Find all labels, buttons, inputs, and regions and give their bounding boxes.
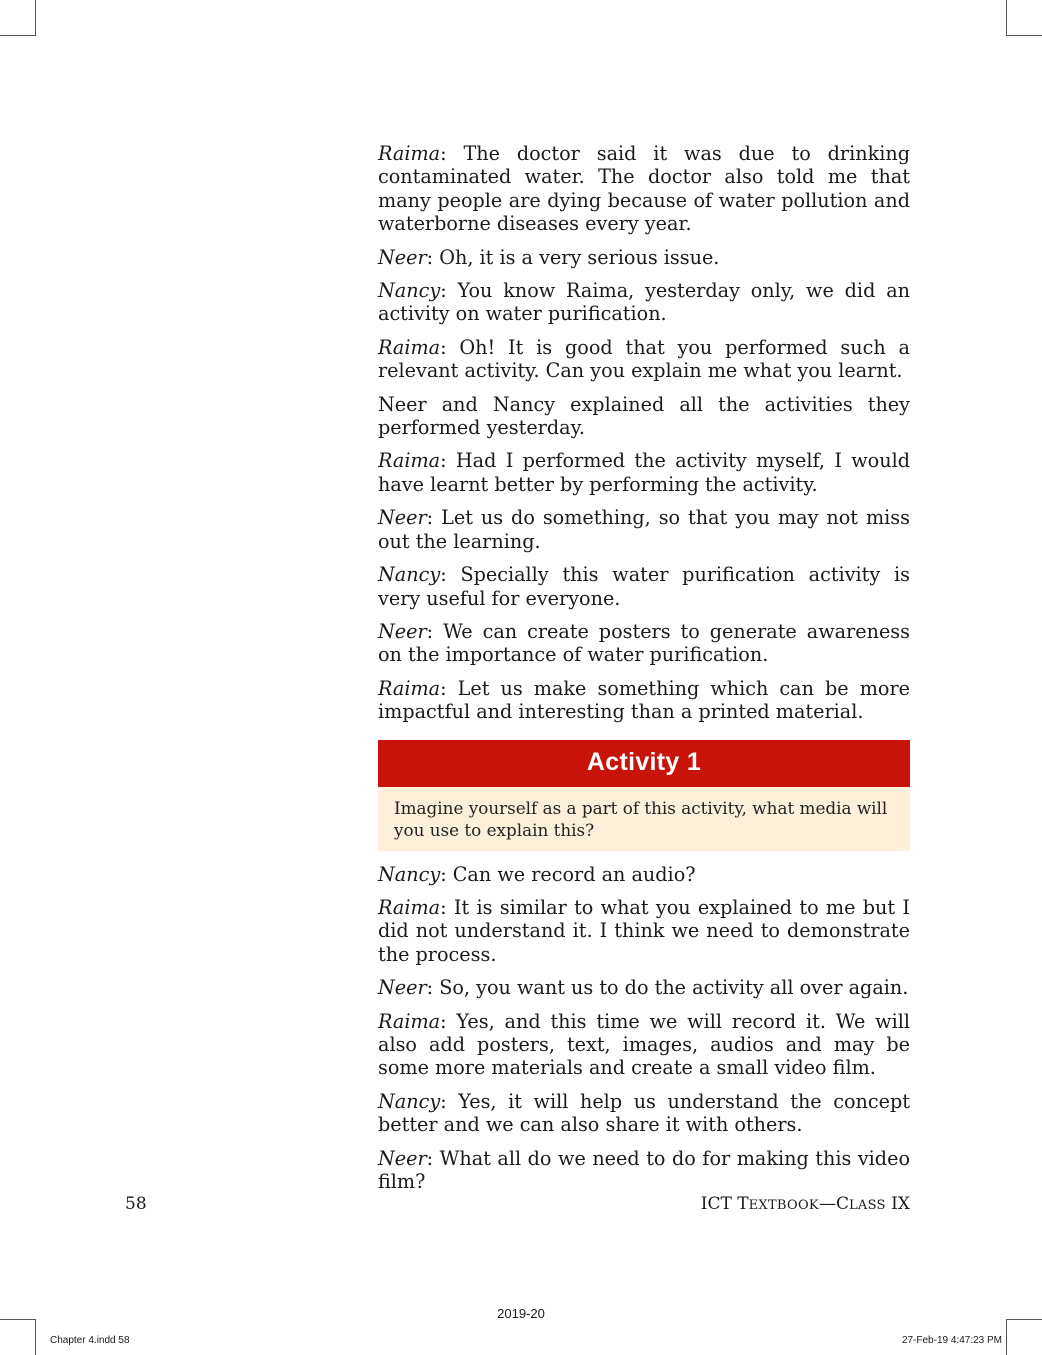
- page-content: [378, 142, 910, 1203]
- footer-book-prefix: ICT: [700, 1194, 738, 1214]
- speaker-name: Neer: [378, 245, 427, 269]
- dialogue-line: [378, 1090, 910, 1137]
- speaker-name: Neer: [378, 1146, 427, 1170]
- speaker-name: Raima: [378, 676, 441, 700]
- dialogue-text: : Oh! It is good that you performed such a relevant activity. Can you explain me what you learnt.: [378, 335, 910, 383]
- dialogue-line: [378, 142, 910, 236]
- crop-mark: [1006, 0, 1007, 36]
- dialogue-before: [378, 142, 910, 724]
- dialogue-line: [378, 563, 910, 610]
- dialogue-line: [378, 863, 910, 886]
- dialogue-text: : What all do we need to do for making this video film?: [378, 1146, 910, 1193]
- dialogue-line: [378, 1147, 910, 1194]
- dialogue-text: : So, you want us to do the activity all over again.: [426, 976, 909, 1000]
- crop-mark: [1006, 1319, 1007, 1355]
- print-year: 2019-20: [497, 1306, 545, 1321]
- dialogue-after: [378, 863, 910, 1194]
- footer-t: T: [737, 1194, 749, 1214]
- speaker-name: Raima: [378, 1009, 441, 1033]
- dialogue-line: [378, 677, 910, 724]
- dialogue-line: [378, 449, 910, 496]
- speaker-name: Nancy: [378, 563, 441, 587]
- crop-mark: [0, 35, 36, 36]
- running-footer: [701, 1194, 910, 1214]
- speaker-name: Raima: [378, 335, 441, 359]
- dialogue-text: : Yes, and this time we will record it. We will also add posters, text, images, audios and may be some more materials and create a small video film.: [378, 1009, 910, 1080]
- dialogue-text: : Can we record an audio?: [440, 862, 696, 886]
- dialogue-line: [378, 1010, 910, 1080]
- dialogue-line: [378, 976, 910, 999]
- narration-line: [378, 393, 910, 440]
- dialogue-line: [378, 336, 910, 383]
- activity-title: Activity 1: [378, 740, 910, 787]
- dialogue-line: [378, 506, 910, 553]
- crop-mark: [35, 1319, 36, 1355]
- slug-timestamp: 27-Feb-19 4:47:23 PM: [901, 1335, 1002, 1346]
- speaker-name: Neer: [378, 976, 427, 1000]
- footer-book-suffix: IX: [885, 1194, 910, 1214]
- slug-file: Chapter 4.indd 58: [50, 1335, 130, 1346]
- dialogue-text: : Specially this water purification activity is very useful for everyone.: [378, 563, 910, 610]
- dialogue-text: : Let us do something, so that you may not miss out the learning.: [378, 506, 910, 553]
- dialogue-text: : It is similar to what you explained to me but I did not understand it. I think we need to demonstrate the process.: [378, 895, 910, 966]
- speaker-name: Raima: [378, 142, 441, 165]
- crop-mark: [1006, 35, 1042, 36]
- dialogue-line: [378, 896, 910, 966]
- footer-dash: —: [818, 1194, 836, 1214]
- dialogue-text: : Oh, it is a very serious issue.: [426, 245, 720, 269]
- speaker-name: Raima: [378, 895, 441, 919]
- speaker-name: Neer: [378, 619, 427, 643]
- dialogue-line: [378, 279, 910, 326]
- dialogue-text: : Had I performed the activity myself, I would have learnt better by performing the activity.: [378, 449, 910, 496]
- page-number: 58: [125, 1194, 147, 1214]
- dialogue-text: : The doctor said it was due to drinking contaminated water. The doctor also told me that many people are dying because of water pollution and waterborne diseases every year.: [378, 142, 910, 236]
- speaker-name: Neer: [378, 506, 427, 530]
- activity-text: Imagine yourself as a part of this activity, what media will you use to explain this?: [378, 787, 910, 851]
- dialogue-text: : Let us make something which can be more impactful and interesting than a printed material.: [378, 676, 910, 724]
- speaker-name: Nancy: [378, 279, 441, 303]
- activity-box: [378, 740, 910, 851]
- speaker-name: Nancy: [378, 862, 441, 886]
- footer-class-smallcaps: LASS: [848, 1198, 886, 1213]
- dialogue-text: Neer and Nancy explained all the activities they performed yesterday.: [378, 392, 910, 440]
- speaker-name: Raima: [378, 449, 441, 473]
- crop-mark: [35, 0, 36, 36]
- footer-textbook-smallcaps: EXTBOOK: [748, 1198, 819, 1213]
- dialogue-line: [378, 620, 910, 667]
- dialogue-text: : Yes, it will help us understand the concept better and we can also share it with others.: [378, 1089, 910, 1137]
- dialogue-line: [378, 246, 910, 269]
- speaker-name: Nancy: [378, 1089, 441, 1113]
- footer-c: C: [835, 1194, 849, 1214]
- dialogue-text: : We can create posters to generate awareness on the importance of water purification.: [378, 619, 910, 667]
- dialogue-text: : You know Raima, yesterday only, we did an activity on water purification.: [378, 279, 910, 326]
